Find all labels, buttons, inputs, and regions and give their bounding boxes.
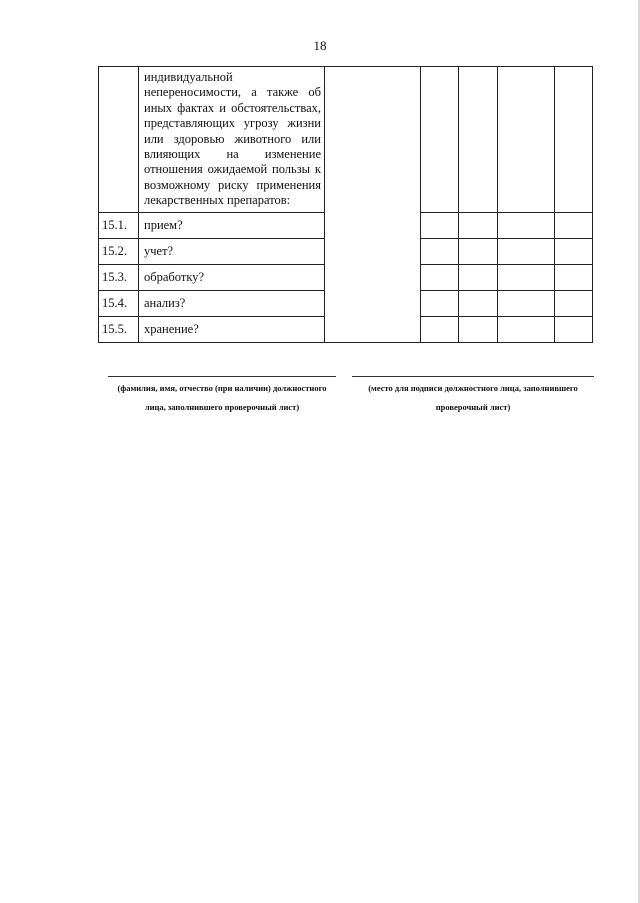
official-name-caption: (фамилия, имя, отчество (при наличии) должностного лица, заполнившего проверочный лист) <box>117 383 327 412</box>
note-cell[interactable] <box>555 239 593 265</box>
row-question: хранение? <box>139 317 325 343</box>
official-name-block <box>108 376 336 417</box>
row-number: 15.5. <box>99 317 139 343</box>
row-number: 15.1. <box>99 213 139 239</box>
note-cell[interactable] <box>555 213 593 239</box>
checklist-table <box>98 66 593 343</box>
answer-yes-cell[interactable] <box>421 291 459 317</box>
note-cell[interactable] <box>555 265 593 291</box>
answer-no-cell[interactable] <box>459 265 498 291</box>
official-signature-block <box>352 376 594 417</box>
number-cell <box>99 67 139 213</box>
official-signature-caption: (место для подписи должностного лица, заполнившего проверочный лист) <box>368 383 578 412</box>
answer-yes-cell[interactable] <box>421 265 459 291</box>
row-number: 15.3. <box>99 265 139 291</box>
row-question: учет? <box>139 239 325 265</box>
row-number: 15.2. <box>99 239 139 265</box>
answer-no-cell[interactable] <box>459 213 498 239</box>
answer-no-cell[interactable] <box>459 239 498 265</box>
answer-yes-cell[interactable] <box>421 67 459 213</box>
answer-yes-cell[interactable] <box>421 239 459 265</box>
note-cell[interactable] <box>555 317 593 343</box>
table-row <box>99 67 593 213</box>
answer-no-cell[interactable] <box>459 291 498 317</box>
note-cell[interactable] <box>555 291 593 317</box>
question-cell <box>139 67 325 213</box>
answer-no-cell[interactable] <box>459 67 498 213</box>
page-number: 18 <box>313 38 327 53</box>
answer-na-cell[interactable] <box>498 67 555 213</box>
row-number: 15.4. <box>99 291 139 317</box>
answer-na-cell[interactable] <box>498 239 555 265</box>
row-question: обработку? <box>139 265 325 291</box>
answer-yes-cell[interactable] <box>421 317 459 343</box>
answer-na-cell[interactable] <box>498 213 555 239</box>
note-cell[interactable] <box>555 67 593 213</box>
row-question: прием? <box>139 213 325 239</box>
row-question: анализ? <box>139 291 325 317</box>
answer-yes-cell[interactable] <box>421 213 459 239</box>
answer-na-cell[interactable] <box>498 317 555 343</box>
requirements-cell <box>325 67 421 343</box>
answer-no-cell[interactable] <box>459 317 498 343</box>
answer-na-cell[interactable] <box>498 291 555 317</box>
question-text: индивидуальной непереносимости, а также об иных фактах и обстоятельствах, представляющих угрозу жизни или здоровью животного или влияющих на изменение отношения ожидаемой пользы к возможному риску применения лекарственных препаратов: <box>144 70 321 208</box>
answer-na-cell[interactable] <box>498 265 555 291</box>
